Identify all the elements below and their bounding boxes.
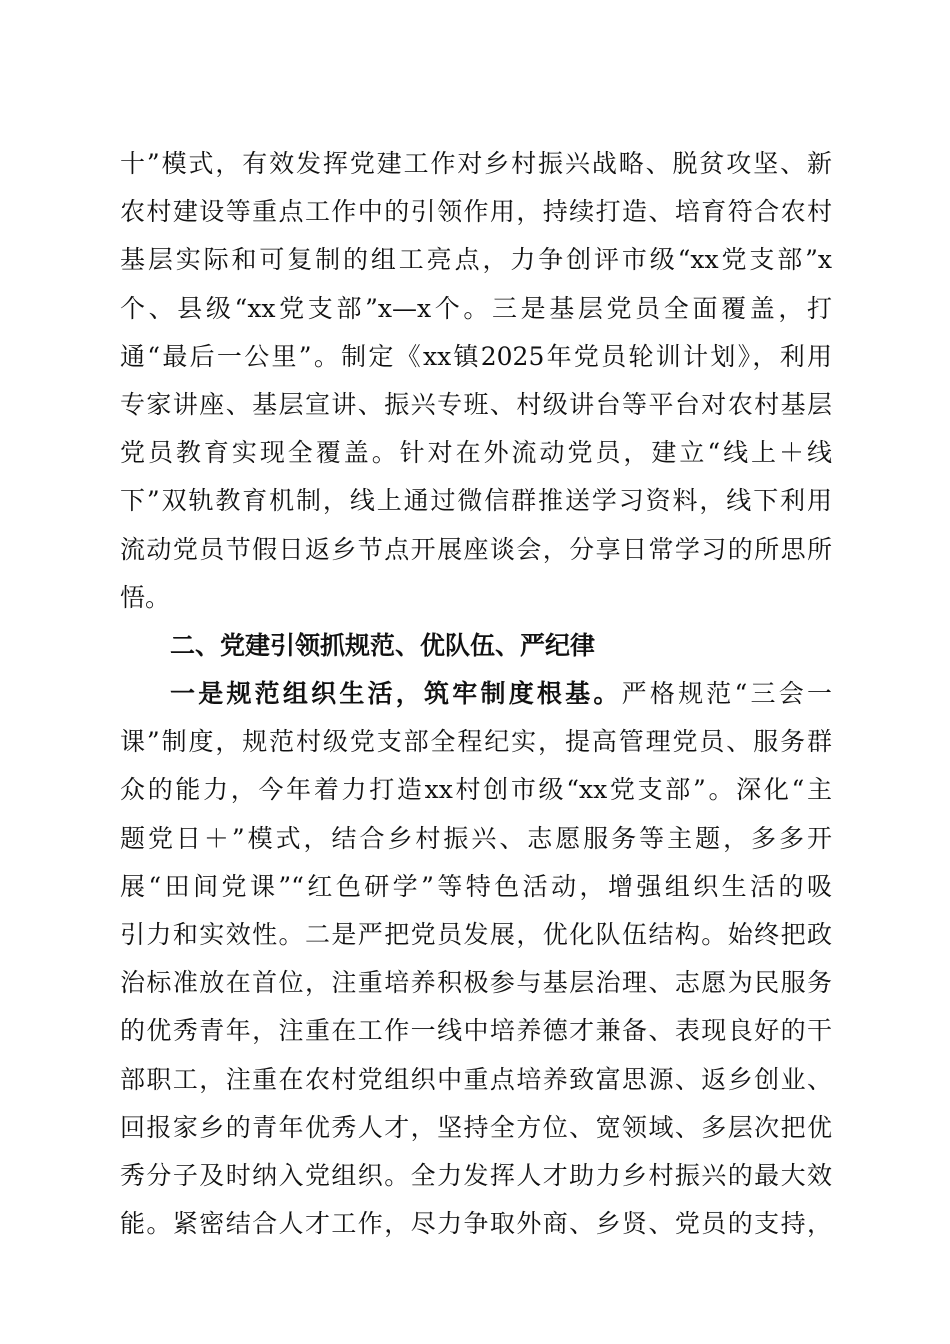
text-line: 能。紧密结合人才工作，尽力争取外商、乡贤、党员的支持，	[120, 1209, 832, 1239]
paragraph-first-line	[120, 670, 832, 718]
text-line: 农村建设等重点工作中的引领作用，持续打造、培育符合农村	[120, 197, 832, 227]
text-line: 流动党员节假日返乡节点开展座谈会，分享日常学习的所思所	[120, 534, 832, 564]
text-line: 引力和实效性。二是严把党员发展，优化队伍结构。始终把政	[120, 920, 832, 949]
text-line: 众的能力，今年着力打造xx村创市级“xx党支部”。深化“主	[120, 775, 832, 805]
section-heading: 二、党建引领抓规范、优队伍、严纪律	[170, 630, 596, 660]
text-line: 悟。	[120, 582, 171, 612]
text-line: 下”双轨教育机制，线上通过微信群推送学习资料，线下利用	[120, 486, 832, 516]
text-line: 通“最后一公里”。制定《xx镇2025年党员轮训计划》，利用	[120, 341, 832, 371]
text-line: 个、县级“xx党支部”x—x个。三是基层党员全面覆盖，打	[120, 293, 832, 323]
text-line: 治标准放在首位，注重培养积极参与基层治理、志愿为民服务	[120, 968, 832, 998]
document-body	[120, 140, 832, 1248]
text-line: 专家讲座、基层宣讲、振兴专班、村级讲台等平台对农村基层	[120, 389, 832, 419]
text-line: 题党日＋”模式，结合乡村振兴、志愿服务等主题，多多开	[120, 823, 832, 853]
text-line: 部职工，注重在农村党组织中重点培养致富思源、返乡创业、	[120, 1064, 832, 1094]
paragraph-first-line-rest: 严格规范“三会一	[621, 679, 832, 709]
text-line: 回报家乡的青年优秀人才，坚持全方位、宽领域、多层次把优	[120, 1112, 832, 1142]
text-line: 党员教育实现全覆盖。针对在外流动党员，建立“线上＋线	[120, 438, 832, 468]
paragraph-lead: 一是规范组织生活，筑牢制度根基。	[170, 679, 622, 709]
text-line: 的优秀青年，注重在工作一线中培养德才兼备、表现良好的干	[120, 1016, 832, 1046]
text-line: 基层实际和可复制的组工亮点，力争创评市级“xx党支部”x	[120, 245, 832, 275]
text-line: 十”模式，有效发挥党建工作对乡村振兴战略、脱贫攻坚、新	[120, 149, 832, 178]
text-line: 秀分子及时纳入党组织。全力发挥人才助力乡村振兴的最大效	[120, 1160, 832, 1190]
text-line: 课”制度，规范村级党支部全程纪实，提高管理党员、服务群	[120, 727, 832, 757]
text-line: 展“田间党课”“红色研学”等特色活动，增强组织生活的吸	[120, 871, 832, 901]
